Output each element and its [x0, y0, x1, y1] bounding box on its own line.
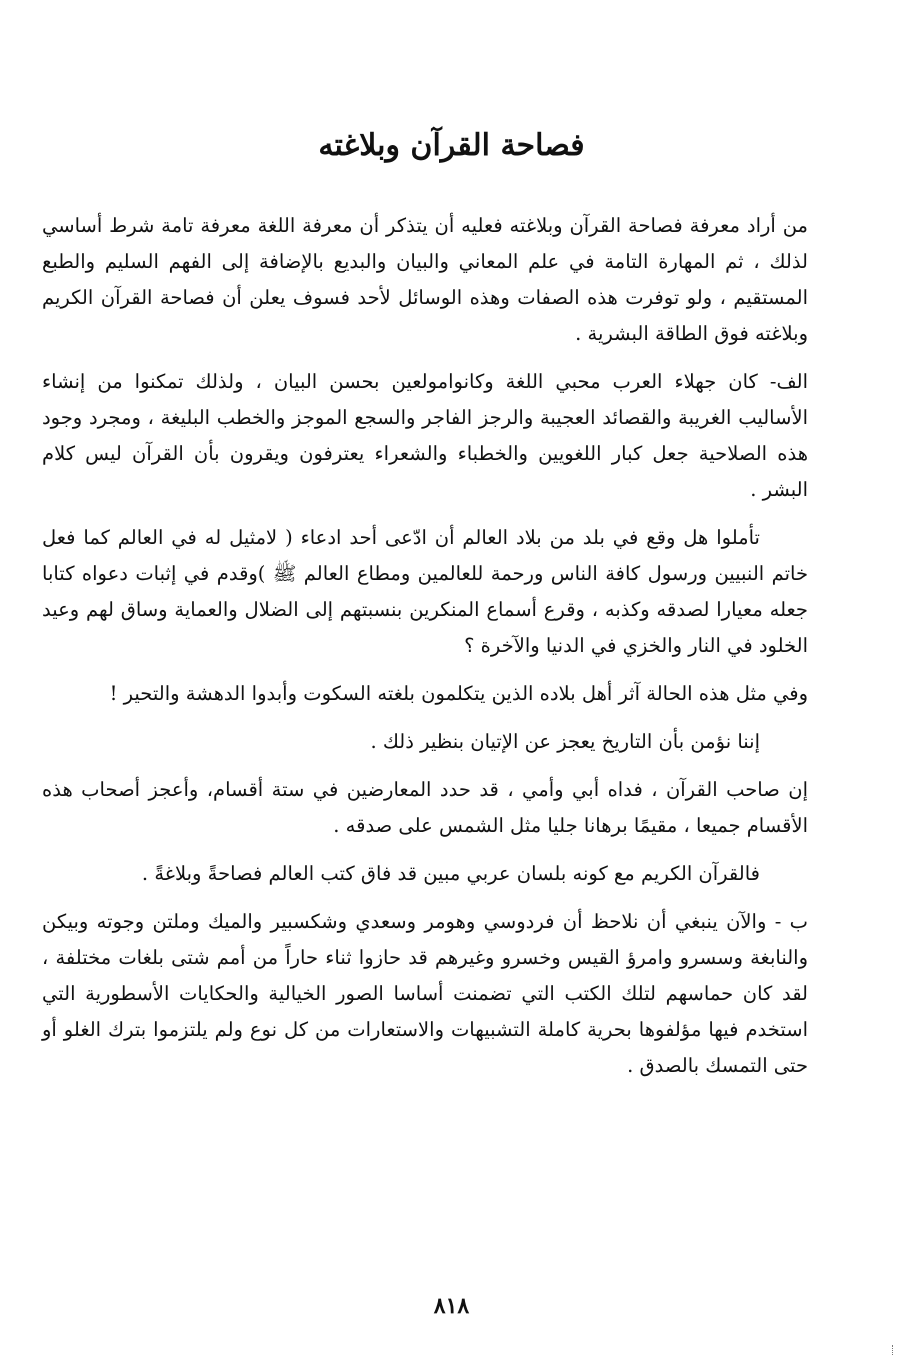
paragraph-situation: وفي مثل هذه الحالة آثر أهل بلاده الذين يتكلمون بلغته السكوت وأبدوا الدهشة والتحير ! — [109, 682, 808, 705]
paragraph-history: إننا نؤمن بأن التاريخ يعجز عن الإتيان بنظير ذلك . — [370, 730, 760, 753]
paragraph-alef: الف- كان جهلاء العرب محبي اللغة وكانوامولعين بحسن البيان ، ولذلك تمكنوا من إنشاء الأساليب الغريبة والقصائد العجيبة والرجز الفاجر والسجع الموجز والخطب البليغة ، ومجرد وجود هذه الصلاحية جعل كبار اللغويين والخطباء والشعراء يعترفون ويقرون بأن القرآن ليس كلام البشر . — [42, 370, 808, 501]
page-number: ٨١٨ — [433, 1293, 470, 1319]
paragraph-intro: من أراد معرفة فصاحة القرآن وبلاغته فعليه أن يتذكر أن معرفة اللغة معرفة تامة شرط أساسي لذلك ، ثم المهارة التامة في علم المعاني والبيان والبديع بالإضافة إلى الفهم السليم والطبع المستقيم ، ولو توفرت هذه الصفات وهذه الوسائل لأحد فسوف يعلن أن فصاحة القرآن الكريم وبلاغته فوق الطاقة البشرية . — [42, 214, 808, 345]
body-text — [42, 208, 808, 1096]
page-title: فصاحة القرآن وبلاغته — [318, 128, 585, 163]
paragraph-quran-eloquence: فالقرآن الكريم مع كونه بلسان عربي مبين قد فاق كتب العالم فصاحةً وبلاغةً . — [141, 862, 760, 885]
paragraph-author: إن صاحب القرآن ، فداه أبي وأمي ، قد حدد المعارضين في ستة أقسام، وأعجز أصحاب هذه الأقسام جميعا ، مقيمًا برهانا جليا مثل الشمس على صدقه . — [42, 778, 808, 837]
paragraph-ba: ب - والآن ينبغي أن نلاحظ أن فردوسي وهومر وسعدي وشكسبير والميك وملتن وجوته وبيكن والنابغة وسسرو وامرؤ القيس وخسرو وغيرهم قد حازوا ثناء حاراً من أمم شتى بلغات مختلفة ، لقد كان حماسهم لتلك الكتب التي تضمنت أساسا الصور الخيالية والحكايات الأسطورية التي استخدم فيها مؤلفوها بحرية كاملة التشبيهات والاستعارات من كل نوع ولم يلتزموا بترك الغلو أو حتى التمسك بالصدق . — [42, 910, 808, 1077]
page-edge-mark — [886, 1345, 893, 1355]
paragraph-contemplate: تأملوا هل وقع في بلد من بلاد العالم أن ادّعى أحد ادعاء ( لامثيل له في العالم كما فعل خاتم النبيين ورسول كافة الناس ورحمة للعالمين ومطاع العالم ﷺ )وقدم في إثبات دعواه كتابا جعله معيارا لصدقه وكذبه ، وقرع أسماع المنكرين بنسبتهم إلى الضلال والعماية وساق لهم وعيد الخلود في النار والخزي في الدنيا والآخرة ؟ — [42, 526, 808, 657]
